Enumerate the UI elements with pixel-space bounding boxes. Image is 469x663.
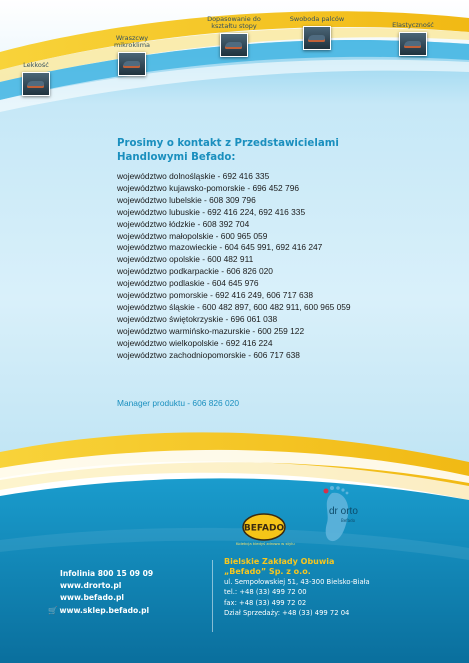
drorto-logo-text: dr orto: [329, 506, 358, 517]
company-details: [224, 557, 370, 619]
list-item: województwo świętokrzyskie - 696 061 038: [117, 313, 278, 324]
feature-label: Elastyczność: [392, 21, 434, 29]
befado-link[interactable]: www.befado.pl: [60, 593, 125, 603]
company-fax: fax: +48 (33) 499 72 02: [224, 598, 307, 607]
microclimate-shoe-icon: [118, 52, 146, 76]
list-item: województwo łódzkie - 608 392 704: [117, 218, 250, 229]
befado-tagline: Kolekcja kiedyś zdrowo w stylu: [236, 541, 295, 546]
product-manager-contact: Manager produktu - 606 826 020: [117, 398, 239, 408]
flexibility-shoe-icon: [399, 32, 427, 56]
heading-line-2: Handlowymi Befado:: [117, 152, 236, 163]
company-sales-phone: Dział Sprzedaży: +48 (33) 499 72 04: [224, 609, 350, 618]
toe-freedom-shoe-icon: [303, 26, 331, 50]
list-item: województwo kujawsko-pomorskie - 696 452 796: [117, 182, 300, 193]
company-address: ul. Sempołowskiej 51, 43-300 Bielsko-Biała: [224, 578, 370, 586]
fit-shoe-icon: [220, 33, 248, 57]
shop-row[interactable]: [48, 605, 153, 617]
list-item: województwo lubuskie - 692 416 224, 692 416 335: [117, 206, 306, 217]
feature-lightweight: [22, 62, 50, 96]
drorto-logo-subtext: Befado: [341, 518, 356, 523]
feature-label: Dopasowanie do kształtu stopy: [207, 15, 261, 30]
list-item: województwo lubelskie - 608 309 796: [117, 194, 256, 205]
company-phone: tel.: +48 (33) 499 72 00: [224, 588, 307, 597]
list-item: województwo śląskie - 600 482 897, 600 482 911, 600 965 059: [117, 301, 351, 312]
shop-link[interactable]: www.sklep.befado.pl: [59, 605, 150, 615]
hotline-text: Infolinia 800 15 09 09: [60, 569, 154, 578]
list-item: województwo warmińsko-mazurskie - 600 259 122: [117, 325, 305, 336]
list-item: województwo pomorskie - 692 416 249, 606 717 638: [117, 290, 314, 301]
list-item: województwo podkarpackie - 606 826 020: [117, 266, 273, 277]
feature-microclimate: [102, 35, 162, 76]
list-item: województwo podlaskie - 604 645 976: [117, 278, 259, 289]
footer-divider: [212, 560, 213, 632]
list-item: województwo zachodniopomorskie - 606 717 638: [117, 349, 300, 360]
lightweight-shoe-icon: [22, 72, 50, 96]
feature-toe-freedom: [287, 16, 347, 50]
heading-line-1: Prosimy o kontakt z Przedstawicielami: [117, 138, 339, 149]
shopping-cart-icon: 🛒: [48, 605, 58, 615]
befado-logo: [242, 513, 286, 541]
company-name-line-2: „Befado” Sp. z o.o.: [224, 567, 311, 576]
contact-heading: [117, 137, 377, 165]
list-item: województwo opolskie - 600 482 911: [117, 254, 254, 265]
list-item: województwo dolnośląskie - 692 416 335: [117, 171, 270, 181]
befado-logo-text: BEFADO: [243, 523, 285, 534]
footer-contact: [48, 568, 154, 617]
list-item: województwo małopolskie - 600 965 059: [117, 230, 268, 241]
list-item: województwo mazowieckie - 604 645 991, 692 416 247: [117, 242, 323, 253]
list-item: województwo wielkopolskie - 692 416 224: [117, 337, 273, 348]
feature-fit: [198, 16, 270, 57]
feature-label: Wraszcwy mikroklima: [113, 34, 151, 49]
feature-flexibility: [384, 22, 442, 56]
company-name-line-1: Bielskie Zakłady Obuwia: [224, 557, 335, 566]
drorto-link[interactable]: www.drorto.pl: [60, 581, 122, 591]
feature-label: Swoboda palców: [289, 15, 345, 23]
sales-representatives-list: [117, 171, 351, 362]
feature-label: Lekkość: [23, 61, 49, 69]
